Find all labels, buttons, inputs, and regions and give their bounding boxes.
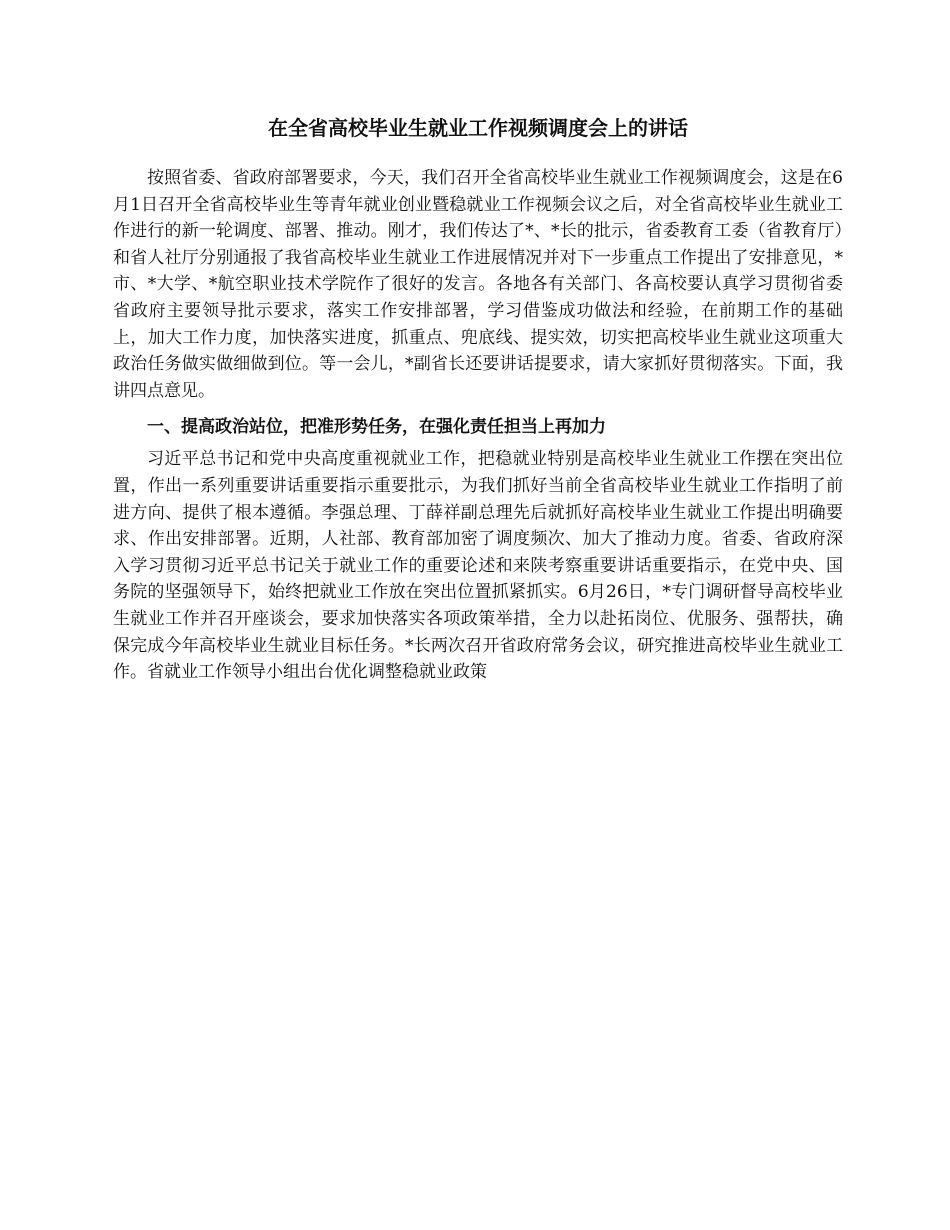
intro-paragraph: 按照省委、省政府部署要求，今天，我们召开全省高校毕业生就业工作视频调度会，这是在6月1日召开全省高校毕业生等青年就业创业暨稳就业工作视频会议之后，对全省高校毕业生就业工作进行的新一轮调度、部署、推动。刚才，我们传达了*、*长的批示，省委教育工委（省教育厅）和省人社厅分别通报了我省高校毕业生就业工作进展情况并对下一步重点工作提出了安排意见，*市、*大学、*航空职业技术学院作了很好的发言。各地各有关部门、各高校要认真学习贯彻省委省政府主要领导批示要求，落实工作安排部署，学习借鉴成功做法和经验，在前期工作的基础上，加大工作力度，加快落实进度，抓重点、兜底线、提实效，切实把高校毕业生就业这项重大政治任务做实做细做到位。等一会儿，*副省长还要讲话提要求，请大家抓好贯彻落实。下面，我讲四点意见。 [113, 168, 843, 401]
document-title: 在全省高校毕业生就业工作视频调度会上的讲话 [268, 116, 688, 140]
section-heading: 一、提高政治站位，把准形势任务，在强化责任担当上再加力 [147, 417, 606, 438]
section-paragraph: 习近平总书记和党中央高度重视就业工作，把稳就业特别是高校毕业生就业工作摆在突出位置，作出一系列重要讲话重要指示重要批示，为我们抓好当前全省高校毕业生就业工作指明了前进方向、提供了根本遵循。李强总理、丁薛祥副总理先后就抓好高校毕业生就业工作提出明确要求、作出安排部署。近期，人社部、教育部加密了调度频次、加大了推动力度。省委、省政府深入学习贯彻习近平总书记关于就业工作的重要论述和来陕考察重要讲话重要指示，在党中央、国务院的坚强领导下，始终把就业工作放在突出位置抓紧抓实。6月26日，*专门调研督导高校毕业生就业工作并召开座谈会，要求加快落实各项政策举措，全力以赴拓岗位、优服务、强帮扶，确保完成今年高校毕业生就业目标任务。*长两次召开省政府常务会议，研究推进高校毕业生就业工作。省就业工作领导小组出台优化调整稳就业政策 [113, 449, 843, 683]
document-page [113, 113, 843, 686]
